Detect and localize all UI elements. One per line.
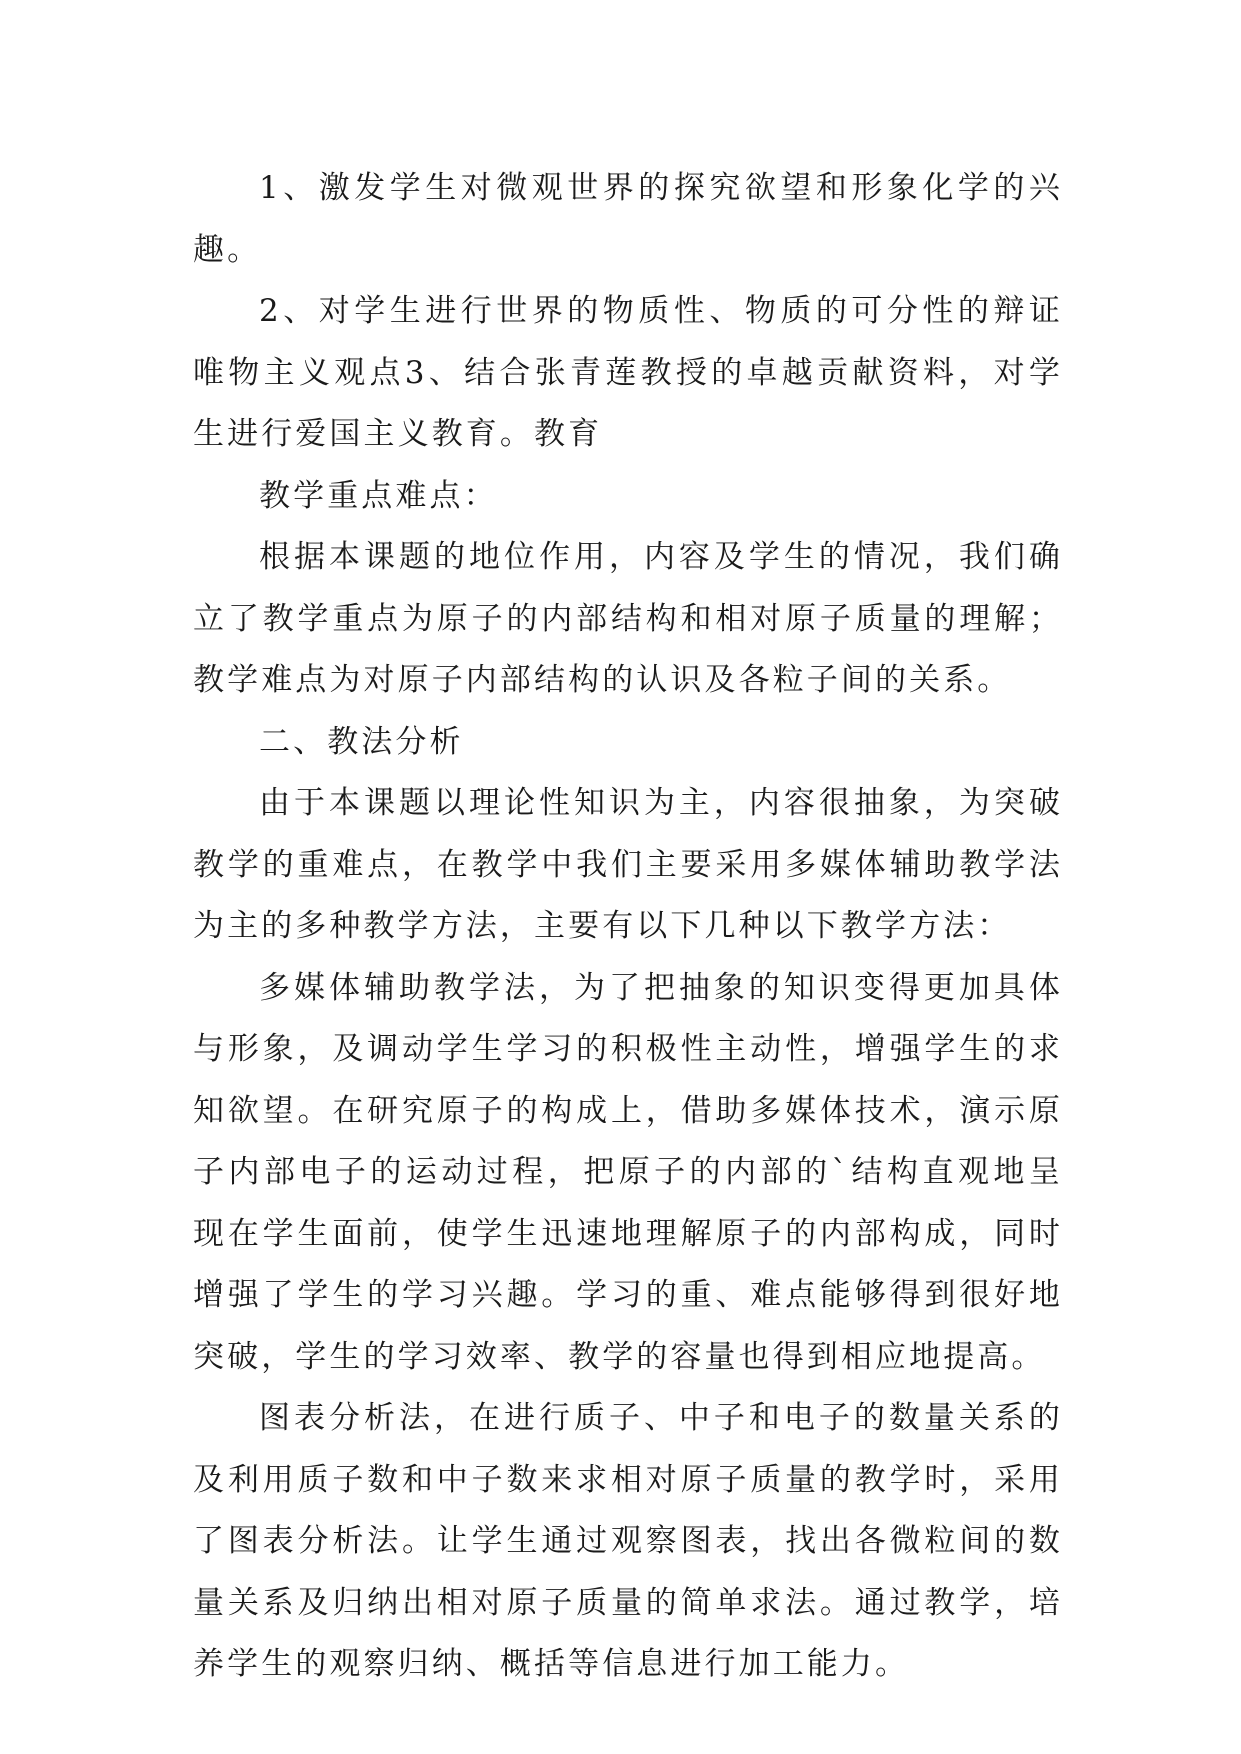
paragraph-methods-intro: 由于本课题以理论性知识为主，内容很抽象，为突破教学的重难点，在教学中我们主要采用多媒体辅助教学法为主的多种教学方法，主要有以下几种以下教学方法：	[193, 785, 1063, 944]
document-body	[193, 158, 1063, 1696]
paragraph-key-points: 根据本课题的地位作用，内容及学生的情况，我们确立了教学重点为原子的内部结构和相对原子质量的理解；教学难点为对原子内部结构的认识及各粒子间的关系。	[193, 539, 1063, 698]
paragraph-multimedia-method: 多媒体辅助教学法，为了把抽象的知识变得更加具体与形象，及调动学生学习的积极性主动性，增强学生的求知欲望。在研究原子的构成上，借助多媒体技术，演示原子内部电子的运动过程，把原子的内部的`结构直观地呈现在学生面前，使学生迅速地理解原子的内部构成，同时增强了学生的学习兴趣。学习的重、难点能够得到很好地突破，学生的学习效率、教学的容量也得到相应地提高。	[193, 969, 1063, 1375]
paragraph-chart-method: 图表分析法，在进行质子、中子和电子的数量关系的及利用质子数和中子数来求相对原子质量的教学时，采用了图表分析法。让学生通过观察图表，找出各微粒间的数量关系及归纳出相对原子质量的简单求法。通过教学，培养学生的观察归纳、概括等信息进行加工能力。	[193, 1400, 1063, 1682]
paragraph-goal-2-3: 2、对学生进行世界的物质性、物质的可分性的辩证唯物主义观点3、结合张青莲教授的卓越贡献资料，对学生进行爱国主义教育。教育	[193, 293, 1063, 452]
heading-teaching-methods: 二、教法分析	[259, 723, 464, 760]
heading-key-points: 教学重点难点：	[259, 477, 498, 514]
paragraph-goal-1: 1、激发学生对微观世界的探究欲望和形象化学的兴趣。	[193, 170, 1063, 268]
